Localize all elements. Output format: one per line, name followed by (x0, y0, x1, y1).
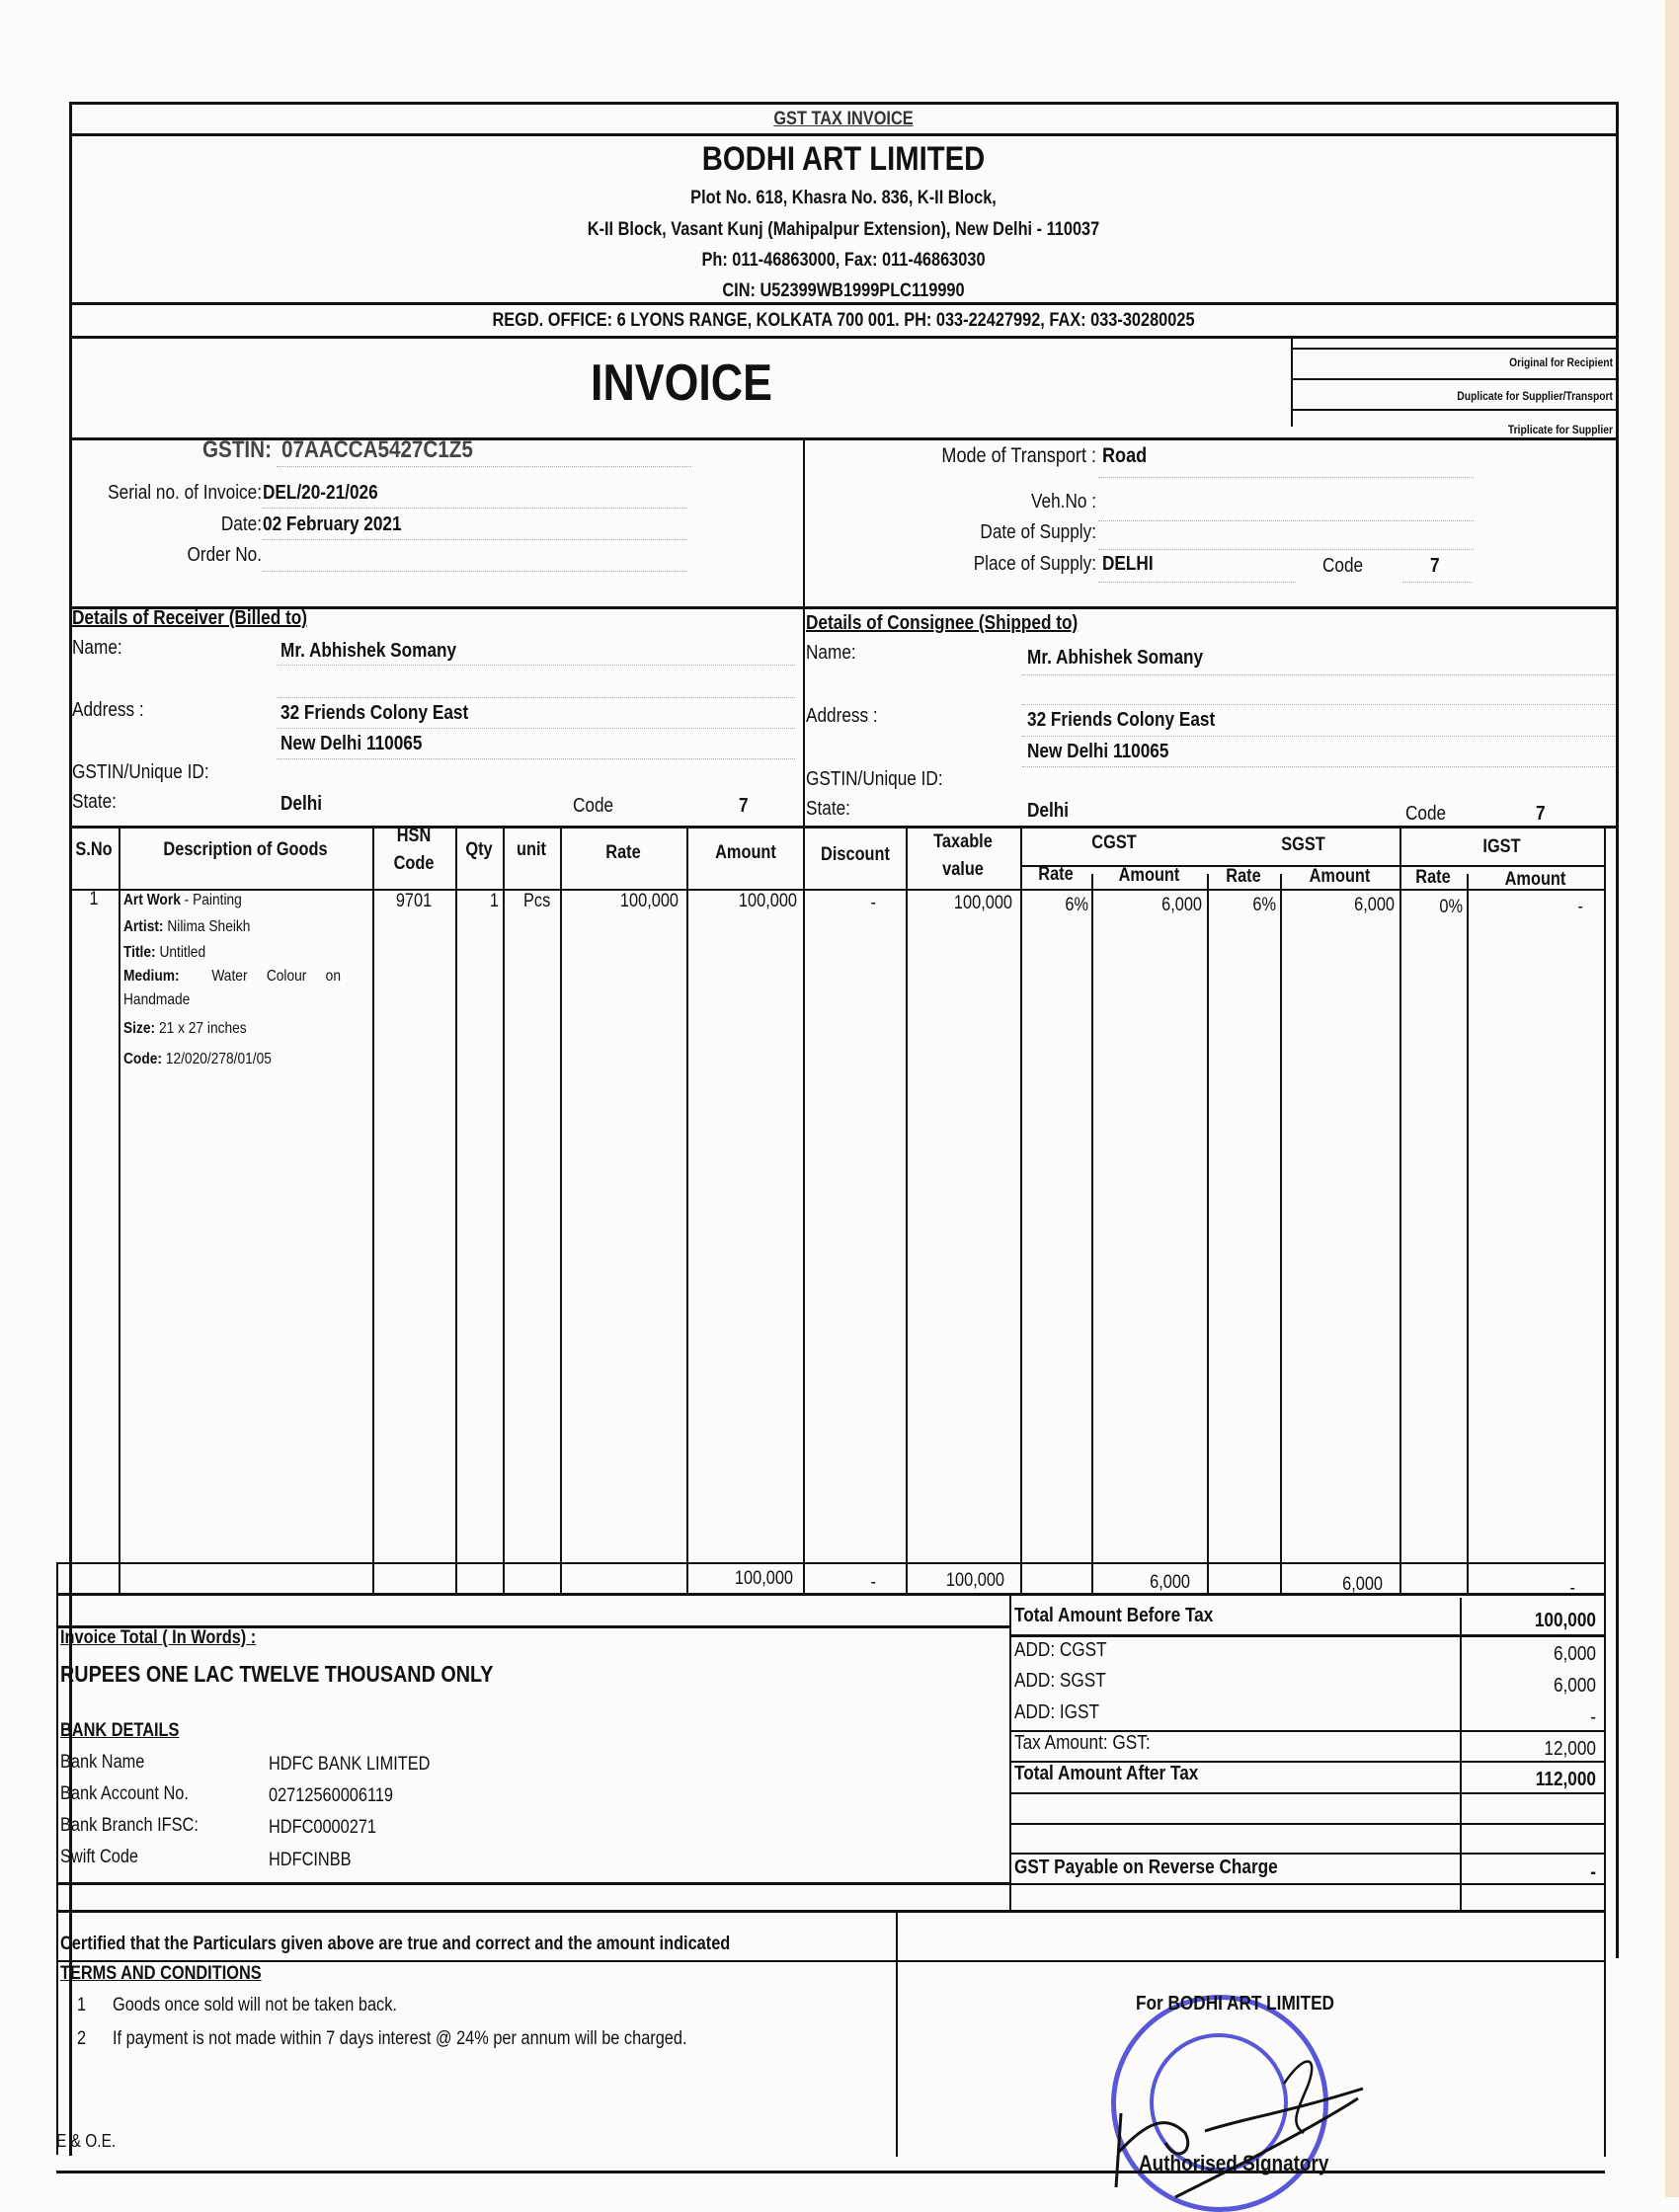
row-artist (123, 918, 250, 936)
code-value: 12/020/278/01/05 (161, 1051, 272, 1067)
receiver-address-underline (277, 758, 795, 759)
row-unit: Pcs (523, 891, 551, 911)
row-qty: 1 (489, 891, 499, 911)
row-code (123, 1051, 272, 1068)
row-igst-rate: 0% (1439, 897, 1463, 917)
copy-duplicate: Duplicate for Supplier/Transport (1457, 389, 1613, 403)
copy-original: Original for Recipient (1509, 356, 1613, 369)
bank-name-value: HDFC BANK LIMITED (269, 1754, 431, 1775)
terms-heading: TERMS AND CONDITIONS (60, 1963, 262, 1984)
col-divider (1399, 826, 1401, 1596)
consignee-code-label: Code (1405, 803, 1447, 825)
serial-label: Serial no. of Invoice: (108, 482, 262, 504)
bank-ifsc-value: HDFC0000271 (269, 1817, 377, 1838)
gst-amount-label: Tax Amount: GST: (1014, 1732, 1151, 1754)
gstin-label: GSTIN: (202, 436, 272, 463)
column-divider-center (803, 437, 805, 1593)
header-cgst-amount: Amount (1118, 865, 1180, 886)
row-sgst-rate: 6% (1252, 895, 1276, 915)
header-qty: Qty (465, 839, 493, 860)
veh-no-label: Veh.No : (1031, 491, 1096, 513)
header-sgst-amount: Amount (1309, 866, 1371, 887)
add-cgst-label: ADD: CGST (1014, 1639, 1107, 1661)
order-underline (263, 571, 687, 572)
date-of-supply-label: Date of Supply: (980, 521, 1096, 543)
divider (1291, 338, 1293, 427)
add-sgst-value: 6,000 (1553, 1675, 1596, 1697)
receiver-name-value: Mr. Abhishek Somany (280, 640, 457, 662)
medium-value: Water Colour on (211, 968, 341, 985)
bank-swift-label: Swift Code (60, 1847, 139, 1867)
col-divider (1280, 874, 1282, 1596)
transport-mode-value: Road (1102, 444, 1148, 467)
place-code-value: 7 (1430, 555, 1440, 577)
item-type: - Painting (180, 892, 242, 908)
consignee-code-value: 7 (1536, 803, 1546, 825)
company-cin: CIN: U52399WB1999PLC119990 (722, 280, 965, 301)
date-label: Date: (220, 514, 262, 535)
header-unit: unit (517, 839, 546, 860)
bank-account-value: 02712560006119 (269, 1785, 394, 1806)
divider (69, 826, 1618, 829)
for-company-label: For BODHI ART LIMITED (1136, 1993, 1334, 2014)
divider (69, 889, 1605, 891)
place-of-supply-label: Place of Supply: (973, 553, 1096, 575)
consignee-name-value: Mr. Abhishek Somany (1027, 647, 1204, 669)
header-igst-rate: Rate (1415, 867, 1451, 888)
row-size (123, 1020, 247, 1038)
gst-amount-value: 12,000 (1544, 1738, 1596, 1760)
serial-value: DEL/20-21/026 (263, 482, 378, 504)
divider (56, 1910, 1605, 1913)
row-igst-amount: - (1577, 897, 1583, 917)
header-taxable-1: Taxable (933, 831, 993, 852)
receiver-name-label: Name: (72, 637, 122, 659)
divider (1009, 1883, 1605, 1885)
date-value: 02 February 2021 (263, 514, 402, 535)
row-taxable: 100,000 (953, 893, 1012, 913)
receiver-heading: Details of Receiver (Billed to) (72, 607, 308, 629)
consignee-name-underline (1022, 674, 1615, 675)
row-sgst-amount: 6,000 (1354, 895, 1395, 915)
row-item (123, 892, 242, 909)
col-divider (119, 826, 120, 1596)
code-underline (1402, 582, 1472, 583)
divider (896, 1910, 898, 2157)
row-amount: 100,000 (738, 891, 797, 911)
bank-ifsc-label: Bank Branch IFSC: (60, 1815, 199, 1836)
divider (1291, 378, 1617, 380)
bank-swift-value: HDFCINBB (269, 1850, 352, 1870)
col-divider (1207, 874, 1209, 1596)
receiver-address-line1: 32 Friends Colony East (280, 702, 469, 724)
divider (56, 1562, 1605, 1564)
company-name: BODHI ART LIMITED (701, 140, 986, 178)
header-taxable-2: value (942, 859, 984, 880)
row-discount: - (870, 893, 876, 913)
row-sno: 1 (89, 889, 99, 909)
consignee-address-line1: 32 Friends Colony East (1027, 709, 1216, 731)
col-divider (560, 826, 562, 1596)
place-underline (1098, 582, 1296, 583)
header-description: Description of Goods (163, 839, 328, 860)
transport-mode-underline (1098, 477, 1474, 478)
header-sgst: SGST (1281, 834, 1325, 855)
header-hsn-2: Code (393, 853, 435, 874)
consignee-address-label: Address : (806, 705, 878, 727)
header-discount: Discount (821, 844, 890, 865)
words-value: RUPEES ONE LAC TWELVE THOUSAND ONLY (60, 1661, 494, 1687)
divider (56, 1882, 1009, 1885)
total-amount: 100,000 (734, 1568, 793, 1589)
serial-underline (263, 508, 687, 509)
words-label: Invoice Total ( In Words) : (60, 1627, 257, 1648)
receiver-blank-underline (277, 697, 795, 698)
header-cgst: CGST (1091, 832, 1137, 853)
terms-item-number: 1 (77, 1995, 87, 2015)
consignee-name-label: Name: (806, 642, 856, 664)
outer-border-left-lower (56, 1562, 58, 2155)
total-discount: - (870, 1572, 876, 1593)
receiver-gstin-label: GSTIN/Unique ID: (72, 761, 209, 783)
eoe-label: E & O.E. (56, 2131, 117, 2151)
consignee-state-label: State: (806, 798, 850, 820)
col-divider (1020, 826, 1022, 1596)
page-edge (1665, 0, 1679, 2197)
header-sno: S.No (75, 839, 113, 860)
transport-mode-label: Mode of Transport : (941, 444, 1096, 467)
receiver-address-line2: New Delhi 110065 (280, 733, 423, 754)
receiver-address-label: Address : (72, 699, 144, 721)
doc-type-label: GST TAX INVOICE (773, 109, 914, 129)
size-label: Size: (123, 1020, 156, 1037)
authorised-signatory-label: Authorised Signatory (1139, 2151, 1329, 2175)
header-igst-amount: Amount (1504, 869, 1566, 890)
add-igst-label: ADD: IGST (1014, 1701, 1100, 1723)
consignee-gstin-label: GSTIN/Unique ID: (806, 768, 943, 790)
outer-border-right-lower (1604, 1910, 1606, 2157)
receiver-address-underline (277, 728, 795, 729)
date-of-supply-underline (1098, 549, 1474, 550)
outer-border-right (1616, 102, 1619, 1958)
row-cgst-rate: 6% (1065, 895, 1088, 915)
divider (1009, 1792, 1605, 1794)
consignee-address-line2: New Delhi 110065 (1027, 741, 1169, 762)
col-divider (1604, 826, 1606, 1596)
divider (56, 1960, 1605, 1962)
place-of-supply-value: DELHI (1102, 553, 1154, 575)
divider (69, 336, 1618, 339)
after-tax-label: Total Amount After Tax (1014, 1763, 1199, 1784)
consignee-address-underline (1022, 766, 1615, 767)
divider (56, 1593, 1605, 1596)
col-divider (686, 826, 688, 1596)
company-address-line2: K-II Block, Vasant Kunj (Mahipalpur Extension), New Delhi - 110037 (587, 219, 1100, 240)
col-divider (906, 826, 908, 1596)
divider (69, 102, 1618, 105)
divider (69, 302, 1618, 305)
total-taxable: 100,000 (945, 1570, 1004, 1591)
total-igst-amount: - (1569, 1578, 1575, 1599)
artist-value: Nilima Sheikh (163, 918, 251, 935)
header-sgst-rate: Rate (1226, 866, 1261, 887)
date-underline (263, 539, 687, 540)
divider (1009, 1853, 1605, 1855)
divider (1009, 1823, 1605, 1825)
bank-name-label: Bank Name (60, 1752, 145, 1773)
divider (1009, 1634, 1605, 1637)
consignee-heading: Details of Consignee (Shipped to) (806, 612, 1079, 634)
bank-heading: BANK DETAILS (60, 1720, 180, 1741)
row-cgst-amount: 6,000 (1161, 895, 1202, 915)
receiver-code-value: 7 (739, 795, 749, 817)
copy-triplicate: Triplicate for Supplier (1507, 423, 1613, 436)
reverse-charge-value: - (1590, 1861, 1596, 1883)
place-code-label: Code (1322, 555, 1364, 577)
artist-label: Artist: (123, 918, 164, 935)
consignee-address-underline (1022, 736, 1615, 737)
divider (69, 133, 1618, 136)
before-tax-value: 100,000 (1534, 1610, 1596, 1631)
bank-account-label: Bank Account No. (60, 1783, 189, 1804)
veh-no-underline (1098, 520, 1474, 521)
invoice-title: INVOICE (591, 355, 772, 412)
col-divider (1091, 874, 1093, 1596)
row-medium-cont: Handmade (123, 991, 191, 1008)
code-label: Code: (123, 1051, 162, 1067)
divider (56, 2171, 1605, 2173)
title-label: Title: (123, 944, 156, 961)
terms-item-text: Goods once sold will not be taken back. (113, 1995, 397, 2015)
terms-item-text: If payment is not made within 7 days interest @ 24% per annum will be charged. (113, 2028, 687, 2049)
row-medium (123, 968, 369, 986)
divider (1009, 1593, 1011, 1912)
divider (1460, 1598, 1462, 1912)
terms-item-number: 2 (77, 2028, 87, 2049)
certification-text: Certified that the Particulars given above are true and correct and the amount indicated (60, 1934, 731, 1954)
divider (1291, 348, 1617, 350)
reverse-charge-label: GST Payable on Reverse Charge (1014, 1856, 1278, 1878)
col-divider (503, 826, 505, 1596)
receiver-state-value: Delhi (280, 793, 323, 815)
before-tax-label: Total Amount Before Tax (1014, 1605, 1214, 1626)
company-address-line1: Plot No. 618, Khasra No. 836, K-II Block, (690, 188, 997, 208)
receiver-state-label: State: (72, 791, 117, 813)
gstin-underline (277, 466, 691, 467)
company-phone-fax: Ph: 011-46863000, Fax: 011-46863030 (701, 250, 986, 271)
row-hsn: 9701 (395, 891, 433, 911)
regd-office: REGD. OFFICE: 6 LYONS RANGE, KOLKATA 700 001. PH: 033-22427992, FAX: 033-30280025 (492, 310, 1195, 331)
col-divider (372, 826, 374, 1596)
header-rate: Rate (605, 842, 641, 863)
receiver-name-underline (277, 665, 795, 666)
add-cgst-value: 6,000 (1553, 1643, 1596, 1665)
row-rate: 100,000 (619, 891, 679, 911)
add-sgst-label: ADD: SGST (1014, 1670, 1106, 1692)
total-sgst-amount: 6,000 (1342, 1574, 1383, 1595)
after-tax-value: 112,000 (1535, 1769, 1596, 1790)
size-value: 21 x 27 inches (155, 1020, 247, 1037)
total-cgst-amount: 6,000 (1150, 1572, 1190, 1593)
header-hsn-1: HSN (396, 826, 432, 846)
header-amount: Amount (715, 842, 776, 863)
receiver-code-label: Code (573, 795, 614, 817)
divider (1291, 409, 1617, 411)
row-title (123, 944, 205, 962)
col-divider (1467, 874, 1469, 1596)
divider (1604, 1593, 1606, 1912)
consignee-state-value: Delhi (1027, 800, 1070, 822)
order-label: Order No. (187, 544, 262, 566)
col-divider (455, 826, 457, 1596)
add-igst-value: - (1590, 1706, 1596, 1728)
title-value: Untitled (155, 944, 206, 961)
item-name: Art Work (123, 892, 181, 908)
gstin-value: 07AACCA5427C1Z5 (281, 436, 473, 463)
header-igst: IGST (1482, 836, 1521, 857)
medium-label: Medium: (123, 968, 180, 985)
consignee-blank-underline (1022, 704, 1615, 705)
header-cgst-rate: Rate (1038, 864, 1074, 885)
